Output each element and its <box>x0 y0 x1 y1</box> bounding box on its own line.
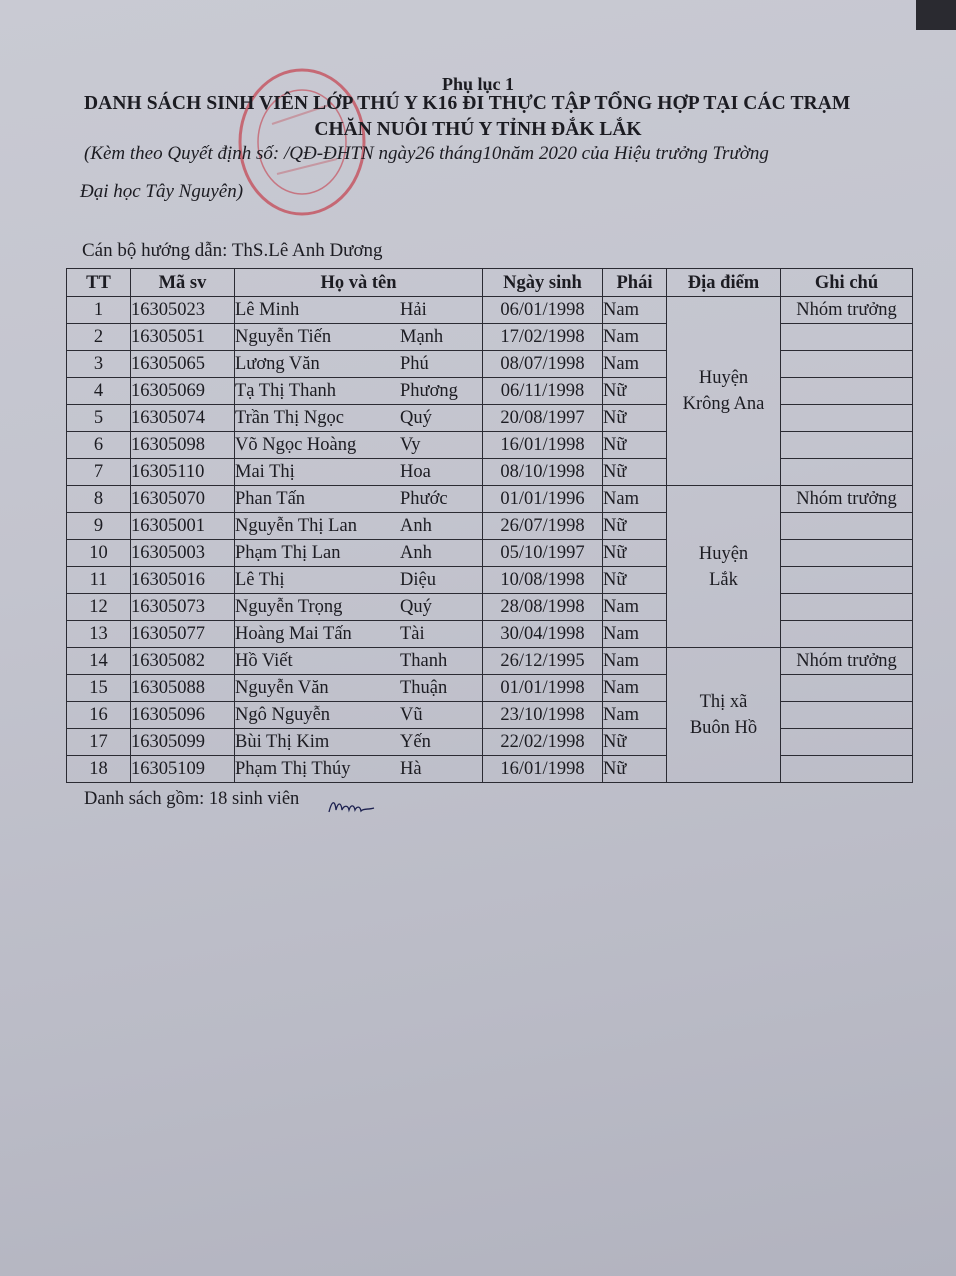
table-row <box>67 513 913 540</box>
note-cell-empty <box>781 432 913 459</box>
surname-middle-name: Võ Ngọc Hoàng <box>235 435 357 455</box>
student-id-cell: 16305096 <box>131 702 235 729</box>
row-number-cell: 13 <box>67 621 131 648</box>
row-number-cell: 14 <box>67 648 131 675</box>
note-cell-empty <box>781 729 913 756</box>
sex-cell: Nam <box>603 297 667 324</box>
full-name-cell <box>235 405 483 432</box>
sex-cell: Nữ <box>603 432 667 459</box>
note-cell-empty <box>781 324 913 351</box>
first-name: Phước <box>400 489 448 509</box>
table-row <box>67 324 913 351</box>
row-number-cell: 7 <box>67 459 131 486</box>
surname-middle-name: Lê Thị <box>235 570 285 590</box>
birth-date-cell: 30/04/1998 <box>483 621 603 648</box>
first-name: Tài <box>400 624 425 644</box>
sex-cell: Nam <box>603 594 667 621</box>
student-id-cell: 16305073 <box>131 594 235 621</box>
birth-date-cell: 06/11/1998 <box>483 378 603 405</box>
student-id-cell: 16305110 <box>131 459 235 486</box>
location-line2: Krông Ana <box>682 394 765 414</box>
col-header-sex: Phái <box>603 269 667 297</box>
birth-date-cell: 16/01/1998 <box>483 432 603 459</box>
surname-middle-name: Phan Tấn <box>235 489 306 509</box>
document-title-line2: CHĂN NUÔI THÚ Y TỈNH ĐẮK LẮK <box>314 119 642 140</box>
full-name-cell <box>235 729 483 756</box>
birth-date-cell: 23/10/1998 <box>483 702 603 729</box>
sex-cell: Nữ <box>603 405 667 432</box>
birth-date-cell: 26/07/1998 <box>483 513 603 540</box>
full-name-cell <box>235 675 483 702</box>
student-table <box>66 268 913 783</box>
col-header-tt: TT <box>67 269 131 297</box>
student-id-cell: 16305023 <box>131 297 235 324</box>
birth-date-cell: 28/08/1998 <box>483 594 603 621</box>
full-name-cell <box>235 351 483 378</box>
birth-date-cell: 26/12/1995 <box>483 648 603 675</box>
table-row <box>67 540 913 567</box>
first-name: Phương <box>400 381 458 401</box>
row-number-cell: 11 <box>67 567 131 594</box>
student-id-cell: 16305099 <box>131 729 235 756</box>
first-name: Vy <box>400 435 421 455</box>
birth-date-cell: 08/07/1998 <box>483 351 603 378</box>
table-row <box>67 405 913 432</box>
group-leader-note: Nhóm trưởng <box>781 486 913 513</box>
student-id-cell: 16305003 <box>131 540 235 567</box>
note-cell-empty <box>781 540 913 567</box>
note-cell-empty <box>781 567 913 594</box>
table-row <box>67 432 913 459</box>
first-name: Quý <box>400 408 432 428</box>
decision-note-line1: (Kèm theo Quyết định số: /QĐ-ĐHTN ngày26 tháng10năm 2020 của Hiệu trưởng Trường <box>84 143 769 164</box>
row-number-cell: 12 <box>67 594 131 621</box>
full-name-cell <box>235 621 483 648</box>
sex-cell: Nam <box>603 702 667 729</box>
table-header-row <box>67 269 913 297</box>
first-name: Thanh <box>400 651 448 671</box>
sex-cell: Nam <box>603 351 667 378</box>
table-row <box>67 297 913 324</box>
note-cell-empty <box>781 702 913 729</box>
birth-date-cell: 06/01/1998 <box>483 297 603 324</box>
full-name-cell <box>235 378 483 405</box>
note-cell-empty <box>781 459 913 486</box>
full-name-cell <box>235 756 483 783</box>
surname-middle-name: Hoàng Mai Tấn <box>235 624 352 644</box>
row-number-cell: 2 <box>67 324 131 351</box>
full-name-cell <box>235 513 483 540</box>
row-number-cell: 15 <box>67 675 131 702</box>
table-row <box>67 594 913 621</box>
location-cell <box>667 297 781 486</box>
col-header-full-name: Họ và tên <box>235 269 483 297</box>
birth-date-cell: 20/08/1997 <box>483 405 603 432</box>
birth-date-cell: 10/08/1998 <box>483 567 603 594</box>
full-name-cell <box>235 702 483 729</box>
surname-middle-name: Nguyễn Tiến <box>235 327 332 347</box>
full-name-cell <box>235 486 483 513</box>
handwritten-signature <box>326 796 378 818</box>
note-cell-empty <box>781 378 913 405</box>
table-row <box>67 567 913 594</box>
birth-date-cell: 16/01/1998 <box>483 756 603 783</box>
group-leader-note: Nhóm trưởng <box>781 297 913 324</box>
table-row <box>67 459 913 486</box>
note-cell-empty <box>781 675 913 702</box>
surname-middle-name: Nguyễn Văn <box>235 678 329 698</box>
sex-cell: Nữ <box>603 459 667 486</box>
col-header-note: Ghi chú <box>781 269 913 297</box>
sex-cell: Nữ <box>603 540 667 567</box>
first-name: Anh <box>400 543 432 563</box>
full-name-cell <box>235 324 483 351</box>
surname-middle-name: Phạm Thị Thúy <box>235 759 351 779</box>
sex-cell: Nữ <box>603 756 667 783</box>
sex-cell: Nam <box>603 324 667 351</box>
surname-middle-name: Hồ Viết <box>235 651 293 671</box>
birth-date-cell: 05/10/1997 <box>483 540 603 567</box>
full-name-cell <box>235 432 483 459</box>
first-name: Thuận <box>400 678 448 698</box>
student-id-cell: 16305109 <box>131 756 235 783</box>
first-name: Anh <box>400 516 432 536</box>
sex-cell: Nữ <box>603 513 667 540</box>
surname-middle-name: Nguyễn Thị Lan <box>235 516 357 536</box>
first-name: Diệu <box>400 570 436 590</box>
student-id-cell: 16305077 <box>131 621 235 648</box>
table-row <box>67 486 913 513</box>
first-name: Quý <box>400 597 432 617</box>
first-name: Hoa <box>400 462 431 482</box>
table-row <box>67 648 913 675</box>
location-line1: Huyện <box>698 543 749 564</box>
row-number-cell: 4 <box>67 378 131 405</box>
first-name: Hải <box>400 300 427 320</box>
row-number-cell: 8 <box>67 486 131 513</box>
surname-middle-name: Phạm Thị Lan <box>235 543 341 563</box>
row-number-cell: 6 <box>67 432 131 459</box>
note-cell-empty <box>781 621 913 648</box>
birth-date-cell: 17/02/1998 <box>483 324 603 351</box>
sex-cell: Nam <box>603 486 667 513</box>
row-number-cell: 9 <box>67 513 131 540</box>
col-header-student-id: Mã sv <box>131 269 235 297</box>
surname-middle-name: Lương Văn <box>235 354 320 374</box>
table-row <box>67 378 913 405</box>
student-id-cell: 16305001 <box>131 513 235 540</box>
table-row <box>67 351 913 378</box>
surname-middle-name: Ngô Nguyễn <box>235 705 331 725</box>
row-number-cell: 16 <box>67 702 131 729</box>
table-row <box>67 729 913 756</box>
location-line1: Huyện <box>698 368 749 388</box>
surname-middle-name: Bùi Thị Kim <box>235 732 330 752</box>
table-row <box>67 702 913 729</box>
supervisor-line: Cán bộ hướng dẫn: ThS.Lê Anh Dương <box>82 240 383 261</box>
birth-date-cell: 22/02/1998 <box>483 729 603 756</box>
note-cell-empty <box>781 405 913 432</box>
full-name-cell <box>235 459 483 486</box>
table-row <box>67 675 913 702</box>
full-name-cell <box>235 648 483 675</box>
row-number-cell: 17 <box>67 729 131 756</box>
location-line2: Lắk <box>709 569 738 590</box>
student-id-cell: 16305051 <box>131 324 235 351</box>
student-id-cell: 16305016 <box>131 567 235 594</box>
student-id-cell: 16305098 <box>131 432 235 459</box>
full-name-cell <box>235 297 483 324</box>
first-name: Vũ <box>400 705 423 725</box>
student-id-cell: 16305088 <box>131 675 235 702</box>
birth-date-cell: 01/01/1998 <box>483 675 603 702</box>
location-line1: Thị xã <box>699 692 748 712</box>
student-id-cell: 16305069 <box>131 378 235 405</box>
note-cell-empty <box>781 513 913 540</box>
location-cell <box>667 648 781 783</box>
photo-corner-shadow <box>916 0 956 30</box>
sex-cell: Nữ <box>603 729 667 756</box>
full-name-cell <box>235 540 483 567</box>
student-id-cell: 16305074 <box>131 405 235 432</box>
sex-cell: Nữ <box>603 378 667 405</box>
col-header-birth-date: Ngày sinh <box>483 269 603 297</box>
note-cell-empty <box>781 594 913 621</box>
decision-note-line2: Đại học Tây Nguyên) <box>80 181 244 202</box>
appendix-label: Phụ lục 1 <box>441 74 515 94</box>
location-line2: Buôn Hồ <box>689 718 758 738</box>
col-header-location: Địa điểm <box>667 269 781 297</box>
student-id-cell: 16305082 <box>131 648 235 675</box>
birth-date-cell: 08/10/1998 <box>483 459 603 486</box>
table-row <box>67 756 913 783</box>
note-cell-empty <box>781 756 913 783</box>
surname-middle-name: Mai Thị <box>235 462 295 482</box>
row-number-cell: 1 <box>67 297 131 324</box>
row-number-cell: 3 <box>67 351 131 378</box>
student-id-cell: 16305070 <box>131 486 235 513</box>
surname-middle-name: Trần Thị Ngọc <box>235 408 344 428</box>
full-name-cell <box>235 594 483 621</box>
first-name: Phú <box>400 354 429 374</box>
sex-cell: Nam <box>603 621 667 648</box>
first-name: Mạnh <box>400 327 444 347</box>
surname-middle-name: Nguyễn Trọng <box>235 597 343 617</box>
full-name-cell <box>235 567 483 594</box>
location-cell <box>667 486 781 648</box>
row-number-cell: 10 <box>67 540 131 567</box>
note-cell-empty <box>781 351 913 378</box>
sex-cell: Nam <box>603 648 667 675</box>
birth-date-cell: 01/01/1996 <box>483 486 603 513</box>
group-leader-note: Nhóm trưởng <box>781 648 913 675</box>
sex-cell: Nữ <box>603 567 667 594</box>
row-number-cell: 18 <box>67 756 131 783</box>
student-id-cell: 16305065 <box>131 351 235 378</box>
surname-middle-name: Lê Minh <box>235 300 300 320</box>
first-name: Hà <box>400 759 422 779</box>
first-name: Yến <box>400 732 431 752</box>
table-row <box>67 621 913 648</box>
surname-middle-name: Tạ Thị Thanh <box>235 381 337 401</box>
document-title-line1: DANH SÁCH SINH VIÊN LỚP THÚ Y K16 ĐI THỰC TẬP TỔNG HỢP TẠI CÁC TRẠM <box>84 93 851 114</box>
sex-cell: Nam <box>603 675 667 702</box>
student-count-summary: Danh sách gồm: 18 sinh viên <box>84 789 300 809</box>
row-number-cell: 5 <box>67 405 131 432</box>
